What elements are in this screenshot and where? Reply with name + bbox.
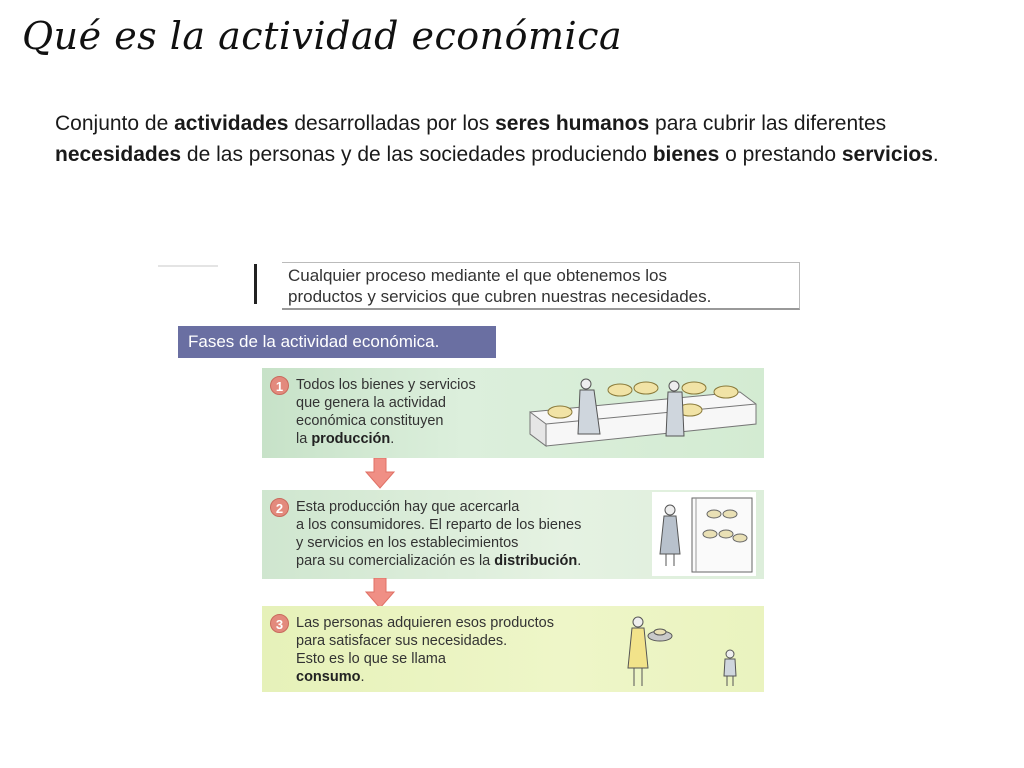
phase-line: que genera la actividad: [296, 395, 446, 411]
phase-line: Esta producción hay que acercarla: [296, 499, 520, 515]
intro-text: de las personas y de las sociedades produciendo: [181, 143, 653, 166]
family-eating-illustration: [618, 614, 748, 690]
phase-line: para satisfacer sus necesidades.: [296, 633, 508, 649]
phase-line: [296, 430, 476, 448]
bakery-workers-illustration: [520, 374, 760, 456]
intro-text: Conjunto de: [55, 112, 175, 135]
phase-number-badge: 3: [270, 614, 289, 633]
phase-number-badge: 1: [270, 376, 289, 395]
definition-line: productos y servicios que cubren nuestras necesidades.: [288, 287, 712, 306]
keyword-consumo: consumo: [296, 669, 361, 685]
intro-text: o prestando: [719, 143, 842, 166]
phase-line: económica constituyen: [296, 413, 444, 429]
phase-line: [296, 552, 581, 570]
definition-line: Cualquier proceso mediante el que obtenemos los: [288, 266, 667, 285]
phase-text: [296, 376, 476, 448]
phase-line: Las personas adquieren esos productos: [296, 615, 554, 631]
phase-suffix: .: [577, 553, 582, 569]
keyword-seres-humanos: seres humanos: [495, 112, 650, 135]
phases-header: Fases de la actividad económica.: [178, 326, 496, 358]
shop-window-illustration: [652, 492, 756, 576]
phase-suffix: .: [390, 431, 395, 447]
definition-bar: [254, 264, 257, 304]
phase-suffix: .: [360, 669, 365, 685]
decorative-line: [158, 265, 218, 267]
intro-paragraph: [55, 108, 985, 170]
phase-production: [262, 368, 764, 458]
phase-number-badge: 2: [270, 498, 289, 517]
definition-box: [282, 262, 800, 310]
phase-prefix: la: [296, 431, 312, 447]
slide-title: Qué es la actividad económica: [22, 14, 623, 58]
phase-line: [296, 668, 554, 686]
keyword-necesidades: necesidades: [55, 143, 182, 166]
keyword-distribucion: distribución: [494, 553, 578, 569]
phase-text: [296, 498, 581, 570]
keyword-produccion: producción: [311, 431, 391, 447]
intro-text: para cubrir las diferentes: [649, 112, 887, 135]
phase-distribution: [262, 490, 764, 579]
intro-text: .: [932, 143, 939, 166]
phase-line: y servicios en los establecimientos: [296, 535, 519, 551]
phase-line: Esto es lo que se llama: [296, 651, 446, 667]
keyword-actividades: actividades: [174, 112, 289, 135]
phase-line: a los consumidores. El reparto de los bienes: [296, 517, 582, 533]
arrow-down-icon: [364, 458, 396, 490]
phase-line: Todos los bienes y servicios: [296, 377, 476, 393]
keyword-servicios: servicios: [841, 143, 933, 166]
phase-consumption: [262, 606, 764, 692]
keyword-bienes: bienes: [652, 143, 720, 166]
phase-text: [296, 614, 554, 686]
phase-prefix: para su comercialización es la: [296, 553, 495, 569]
intro-text: desarrolladas por los: [288, 112, 496, 135]
